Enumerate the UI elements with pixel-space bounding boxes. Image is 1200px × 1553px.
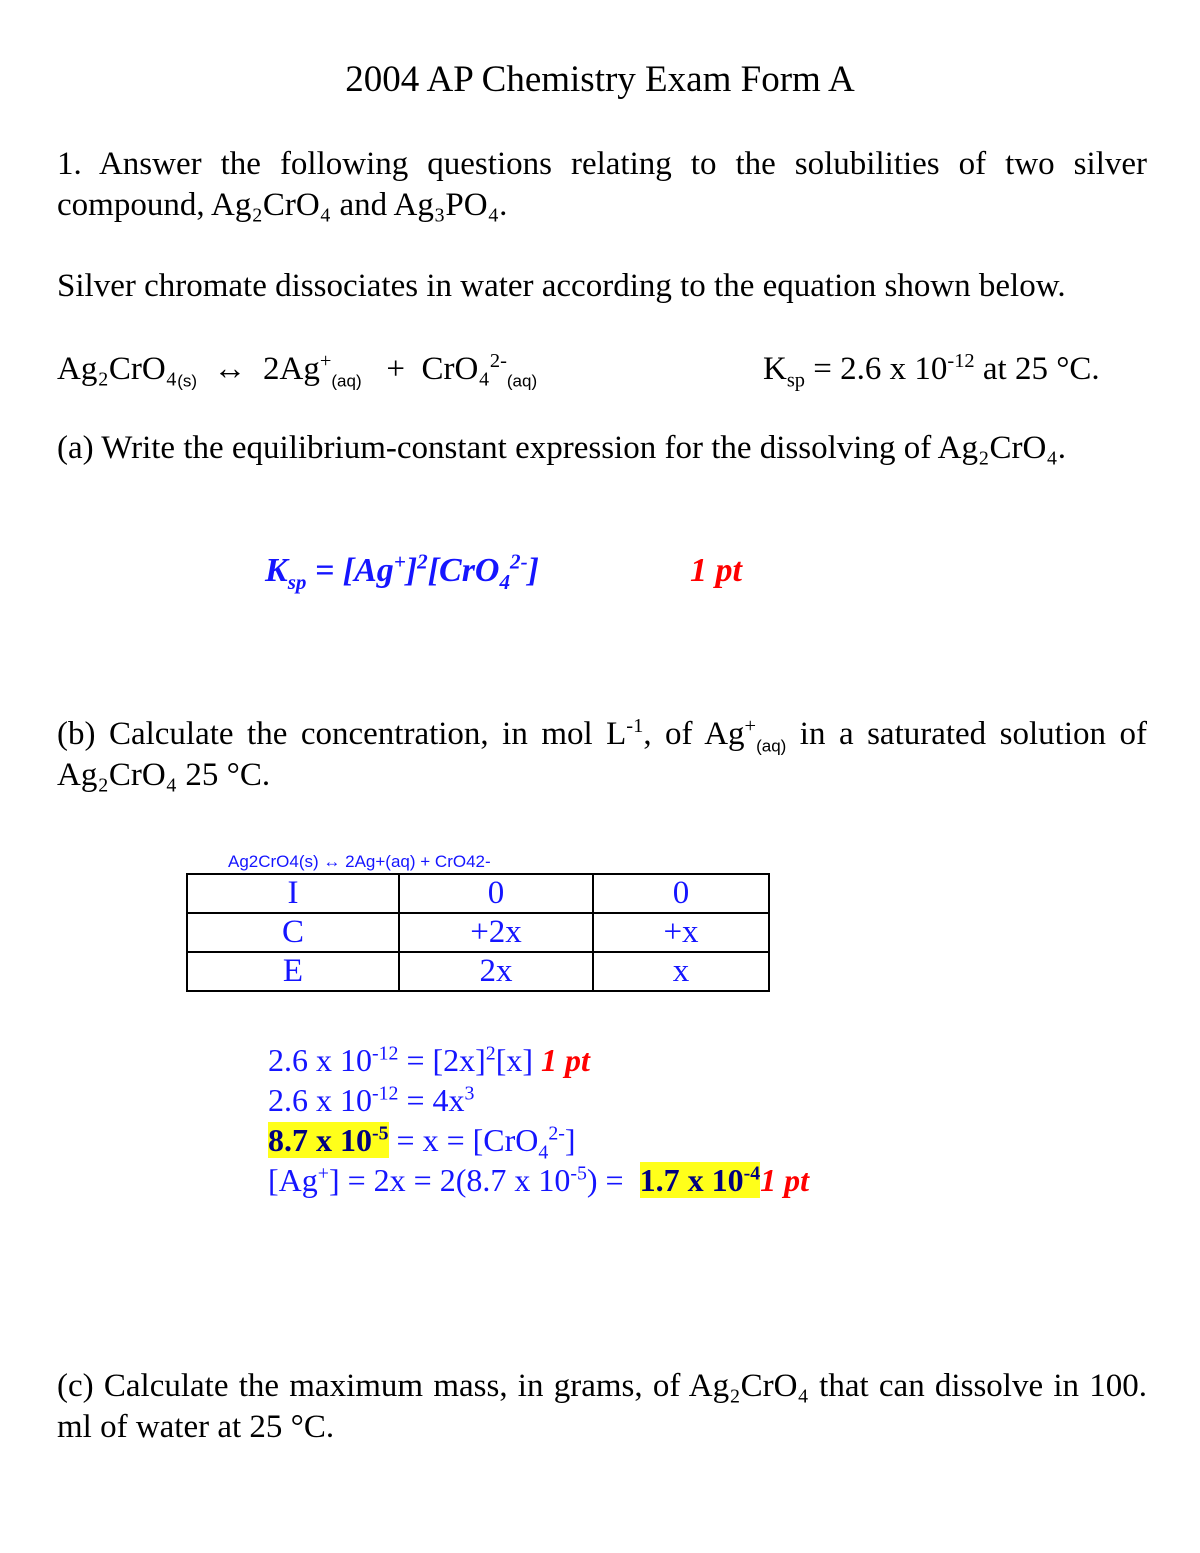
ice-cell: E (187, 952, 399, 991)
ice-table (186, 873, 770, 992)
qb-charge: + (744, 715, 757, 737)
arrow-icon: ↔ (213, 351, 247, 387)
ice-row (187, 952, 769, 991)
work-text: [Ag (268, 1162, 318, 1198)
and-word: and (339, 187, 388, 223)
ksp-label: K (763, 351, 787, 387)
highlight-ag (640, 1162, 761, 1198)
qb-exp: -1 (626, 715, 644, 737)
ksp-k: K (265, 552, 288, 589)
work-line-4 (268, 1160, 809, 1200)
ksp-exponent: -12 (947, 350, 975, 372)
work-text: [x] (495, 1042, 534, 1078)
ice-cell: 2x (399, 952, 593, 991)
work-exp: -4 (743, 1162, 761, 1185)
ice-cell: C (187, 913, 399, 952)
qb-state: (aq) (756, 736, 787, 756)
product-chromate: CrO₄ (421, 351, 490, 387)
part-b-work (268, 1040, 809, 1200)
compound-a: Ag₂CrO₄ (211, 187, 332, 223)
part-b-question (57, 714, 1147, 796)
part-c-question: (c) Calculate the maximum mass, in grams, of Ag₂CrO₄ that can dissolve in 100. ml of water at 25 °C. (57, 1368, 1147, 1445)
work-exp: -12 (372, 1082, 399, 1105)
answer-sup: 2 (417, 549, 428, 574)
reactant: Ag₂CrO₄ (57, 351, 178, 387)
question-text: Answer the following questions relating to the solubilities of two silver compound, (57, 146, 1147, 223)
work-text: 1.7 x 10 (639, 1162, 744, 1198)
work-text: 4x (432, 1082, 465, 1118)
work-line-2 (268, 1080, 809, 1120)
ice-cell: +2x (399, 913, 593, 952)
work-exp: -5 (372, 1122, 389, 1145)
part-a-answer (265, 549, 539, 594)
work-text: = x = [CrO (388, 1122, 539, 1158)
part-a-points: 1 pt (690, 552, 742, 589)
reactant-state: (s) (177, 371, 198, 391)
work-points: 1 pt (760, 1162, 810, 1198)
ice-cell: +x (593, 913, 769, 952)
ksp-sp: sp (287, 569, 307, 594)
qb-text: in a saturated solution of Ag₂CrO₄ 25 °C. (57, 716, 1147, 793)
work-text: ] (564, 1122, 576, 1158)
silver-state: (aq) (331, 371, 362, 391)
work-text: 2.6 x 10 (268, 1082, 372, 1118)
part-a-question: (a) Write the equilibrium-constant expression for the dissolving of Ag₂CrO₄. (57, 430, 1067, 466)
question-number: 1. (57, 146, 82, 182)
ksp-condition: at 25 °C. (982, 351, 1100, 387)
compound-b: Ag₃PO₄ (393, 187, 500, 223)
work-exp: 3 (464, 1082, 475, 1105)
qb-text: , of Ag (643, 716, 745, 752)
work-text: 2.6 x 10 (268, 1042, 372, 1078)
work-exp: 2 (485, 1042, 496, 1065)
answer-sub: 4 (499, 569, 511, 594)
ice-cell: 0 (399, 874, 593, 913)
work-text: ) = (586, 1162, 632, 1198)
page-title: 2004 AP Chemistry Exam Form A (345, 59, 855, 100)
work-text: [2x] (432, 1042, 486, 1078)
work-exp: 2- (548, 1122, 565, 1145)
work-exp: -5 (570, 1162, 587, 1185)
qb-text: (b) Calculate the concentration, in mol L (57, 716, 627, 752)
ice-cell: x (593, 952, 769, 991)
work-exp: -12 (372, 1042, 399, 1065)
plus-sign: + (386, 351, 405, 387)
chromate-state: (aq) (506, 371, 538, 391)
answer-part: = [Ag (306, 552, 394, 589)
highlight-x (268, 1122, 389, 1158)
work-text: ] = 2x = 2(8.7 x 10 (328, 1162, 571, 1198)
work-sub: 4 (538, 1141, 549, 1164)
ice-cell: I (187, 874, 399, 913)
ksp-value (763, 349, 1100, 390)
work-line-3 (268, 1120, 809, 1164)
work-text: = (398, 1082, 433, 1118)
ice-row (187, 874, 769, 913)
product-silver: 2Ag (263, 351, 320, 387)
work-points: 1 pt (541, 1042, 590, 1078)
dissociation-equation (57, 349, 1147, 390)
answer-sup: + (393, 549, 406, 574)
ksp-number: = 2.6 x 10 (813, 351, 948, 387)
ksp-sub: sp (786, 369, 806, 392)
ice-row (187, 913, 769, 952)
silver-charge: + (319, 350, 332, 372)
period: . (499, 187, 508, 223)
ice-cell: 0 (593, 874, 769, 913)
work-text: = (398, 1042, 433, 1078)
work-exp: + (317, 1162, 329, 1185)
question-1 (57, 144, 1147, 226)
chromate-charge: 2- (489, 350, 507, 372)
work-line-1 (268, 1040, 809, 1080)
intro-text: Silver chromate dissociates in water according to the equation shown below. (57, 268, 1066, 304)
answer-sup: 2- (510, 549, 528, 574)
answer-part: ] (405, 552, 418, 589)
answer-part: [CrO (427, 552, 500, 589)
work-text: 8.7 x 10 (268, 1122, 372, 1158)
ice-table-header: Ag2CrO4(s) ↔ 2Ag+(aq) + CrO42- (228, 852, 491, 871)
answer-part: ] (527, 552, 539, 589)
